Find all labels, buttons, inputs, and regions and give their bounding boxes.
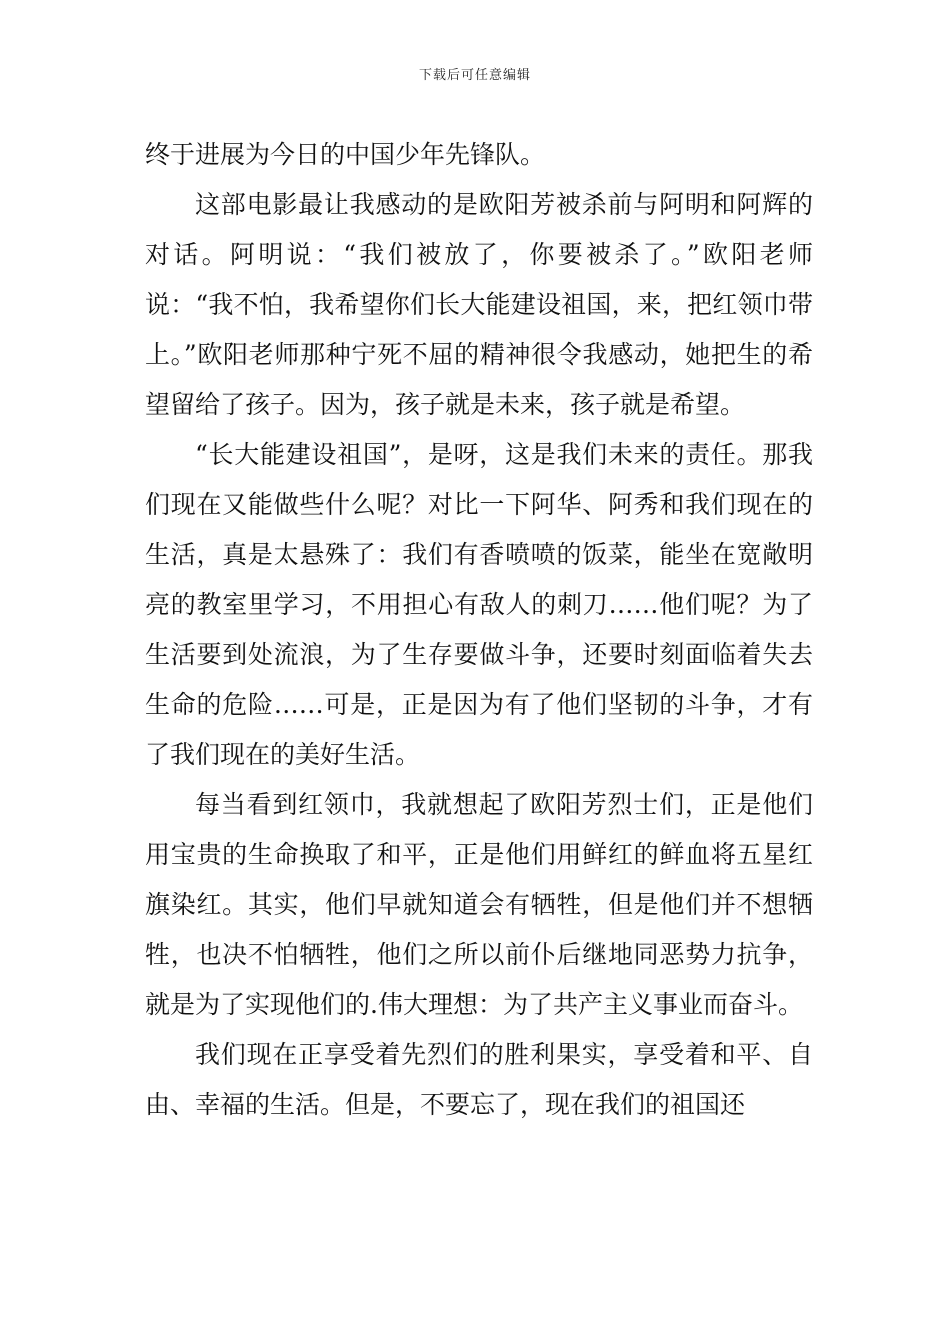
paragraph-1: 终于进展为今日的中国少年先锋队。 [145,140,546,169]
page-header: 下载后可任意编辑 [418,68,531,83]
paragraph-2: 这部电影最让我感动的是欧阳芳被杀前与阿明和阿辉的对话。阿明说：“我们被放了，你要被杀了。”欧阳老师说：“我不怕，我希望你们长大能建设祖国，来，把红领巾带上。”欧阳老师那种宁死不屈的精神很令我感动，她把生的希望留给了孩子。因为，孩子就是未来，孩子就是希望。 [145,190,813,419]
paragraph-5: 我们现在正享受着先烈们的胜利果实，享受着和平、自由、幸福的生活。但是，不要忘了，现在我们的祖国还 [145,1040,813,1119]
document-body [145,130,813,1130]
paragraph-3: “长大能建设祖国”，是呀，这是我们未来的责任。那我们现在又能做些什么呢？对比一下阿华、阿秀和我们现在的生活，真是太悬殊了：我们有香喷喷的饭菜，能坐在宽敞明亮的教室里学习，不用担心有敌人的刺刀……他们呢？为了生活要到处流浪，为了生存要做斗争，还要时刻面临着失去生命的危险……可是，正是因为有了他们坚韧的斗争，才有了我们现在的美好生活。 [145,440,813,769]
paragraph-4: 每当看到红领巾，我就想起了欧阳芳烈士们，正是他们用宝贵的生命换取了和平，正是他们用鲜红的鲜血将五星红旗染红。其实，他们早就知道会有牺牲，但是他们并不想牺牲，也决不怕牺牲，他们之所以前仆后继地同恶势力抗争，就是为了实现他们的.伟大理想：为了共产主义事业而奋斗。 [145,790,813,1019]
